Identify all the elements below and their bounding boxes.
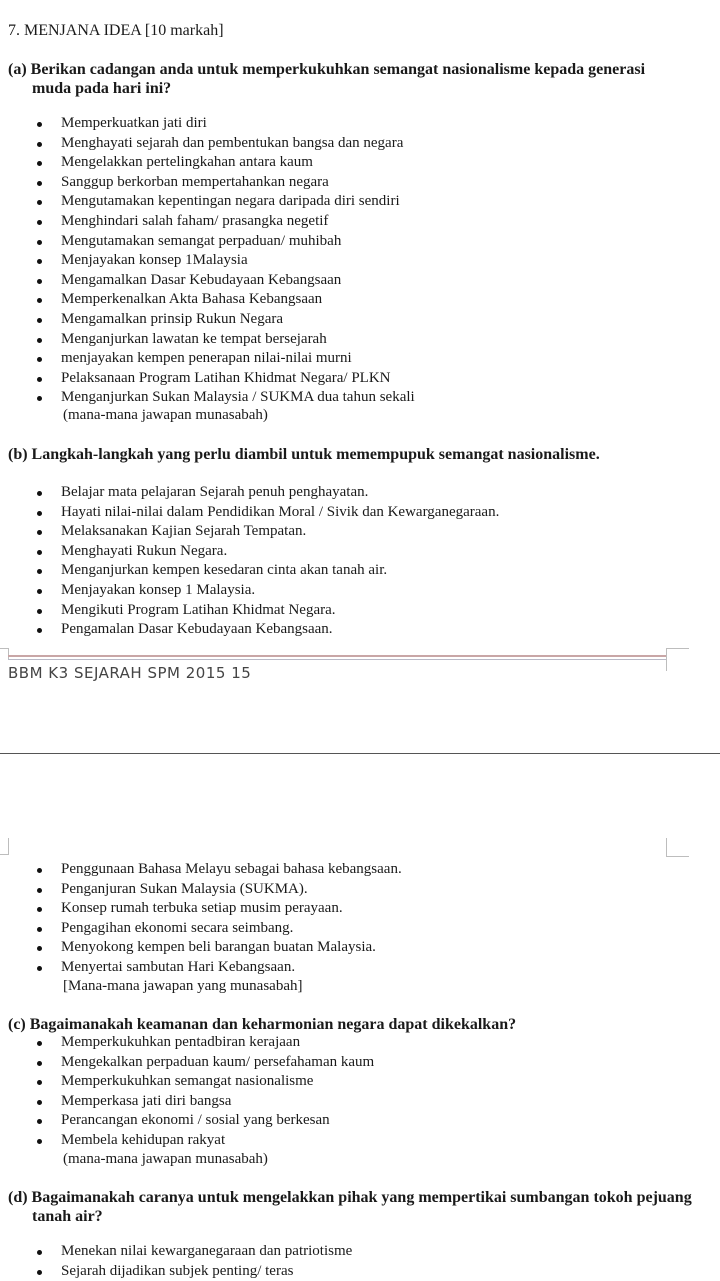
footer-rule <box>8 655 666 657</box>
question-a-line2: muda pada hari ini? <box>32 80 172 97</box>
question-d-line2: tanah air? <box>32 1208 103 1225</box>
question-d <box>8 1188 692 1226</box>
list-item: Mengutamakan kepentingan negara daripada diri sendiri <box>37 192 415 212</box>
list-item: Menganjurkan lawatan ke tempat bersejarah <box>37 330 415 350</box>
list-item: Pelaksanaan Program Latihan Khidmat Negara/ PLKN <box>37 369 415 389</box>
list-item: Mengutamakan semangat perpaduan/ muhibah <box>37 232 415 252</box>
list-item: Menganjurkan Sukan Malaysia / SUKMA dua tahun sekali <box>37 388 415 408</box>
list-item: Memperkasa jati diri bangsa <box>37 1092 374 1112</box>
list-item: Perancangan ekonomi / sosial yang berkesan <box>37 1111 374 1131</box>
list-item: Mengikuti Program Latihan Khidmat Negara. <box>37 601 499 621</box>
page-break-line <box>0 753 720 754</box>
list-item: Sanggup berkorban mempertahankan negara <box>37 173 415 193</box>
list-item: Penggunaan Bahasa Melayu sebagai bahasa kebangsaan. <box>37 860 402 880</box>
list-item: Menyertai sambutan Hari Kebangsaan. <box>37 958 402 978</box>
footer-rule <box>8 659 666 660</box>
list-item: Mengelakkan pertelingkahan antara kaum <box>37 153 415 173</box>
list-item: Menjayakan konsep 1Malaysia <box>37 251 415 271</box>
list-item: Menekan nilai kewarganegaraan dan patriotisme <box>37 1242 352 1262</box>
answer-list-b-continued <box>37 860 402 978</box>
page-footer: BBM K3 SEJARAH SPM 2015 15 <box>8 664 252 682</box>
list-item: Mengekalkan perpaduan kaum/ persefahaman kaum <box>37 1053 374 1073</box>
note-b: [Mana-mana jawapan yang munasabah] <box>63 978 303 994</box>
list-item: Memperkukuhkan pentadbiran kerajaan <box>37 1033 374 1053</box>
list-item: Melaksanakan Kajian Sejarah Tempatan. <box>37 522 499 542</box>
question-a <box>8 60 645 98</box>
page-corner-mark <box>0 648 9 659</box>
list-item: Sejarah dijadikan subjek penting/ teras <box>37 1262 352 1281</box>
note-c: (mana-mana jawapan munasabah) <box>63 1151 268 1167</box>
answer-list-b <box>37 483 499 640</box>
question-b: (b) Langkah-langkah yang perlu diambil untuk memempupuk semangat nasionalisme. <box>8 446 600 463</box>
list-item: Pengamalan Dasar Kebudayaan Kebangsaan. <box>37 620 499 640</box>
list-item: Mengamalkan Dasar Kebudayaan Kebangsaan <box>37 271 415 291</box>
list-item: Konsep rumah terbuka setiap musim perayaan. <box>37 899 402 919</box>
answer-list-a <box>37 114 415 408</box>
list-item: Pengagihan ekonomi secara seimbang. <box>37 919 402 939</box>
question-c: (c) Bagaimanakah keamanan dan keharmonian negara dapat dikekalkan? <box>8 1016 517 1033</box>
list-item: Menghayati sejarah dan pembentukan bangsa dan negara <box>37 134 415 154</box>
list-item: Menghindari salah faham/ prasangka negetif <box>37 212 415 232</box>
answer-list-c <box>37 1033 374 1151</box>
document-page-2 <box>0 850 720 1280</box>
answer-list-d <box>37 1242 352 1281</box>
list-item: Hayati nilai-nilai dalam Pendidikan Moral / Sivik dan Kewarganegaraan. <box>37 503 499 523</box>
list-item: Memperkuatkan jati diri <box>37 114 415 134</box>
list-item: Belajar mata pelajaran Sejarah penuh penghayatan. <box>37 483 499 503</box>
list-item: Menghayati Rukun Negara. <box>37 542 499 562</box>
page-corner-mark <box>666 648 689 671</box>
question-d-line1: (d) Bagaimanakah caranya untuk mengelakkan pihak yang mempertikai sumbangan tokoh pejuang <box>8 1189 692 1206</box>
list-item: Membela kehidupan rakyat <box>37 1131 374 1151</box>
list-item: Menyokong kempen beli barangan buatan Malaysia. <box>37 938 402 958</box>
note-a: (mana-mana jawapan munasabah) <box>63 407 268 423</box>
list-item: Penganjuran Sukan Malaysia (SUKMA). <box>37 880 402 900</box>
list-item: menjayakan kempen penerapan nilai-nilai murni <box>37 349 415 369</box>
list-item: Memperkenalkan Akta Bahasa Kebangsaan <box>37 290 415 310</box>
question-a-line1: (a) Berikan cadangan anda untuk memperkukuhkan semangat nasionalisme kepada generasi <box>8 61 646 78</box>
section-title: 7. MENJANA IDEA [10 markah] <box>8 22 224 39</box>
list-item: Menganjurkan kempen kesedaran cinta akan tanah air. <box>37 561 499 581</box>
list-item: Mengamalkan prinsip Rukun Negara <box>37 310 415 330</box>
list-item: Menjayakan konsep 1 Malaysia. <box>37 581 499 601</box>
list-item: Memperkukuhkan semangat nasionalisme <box>37 1072 374 1092</box>
